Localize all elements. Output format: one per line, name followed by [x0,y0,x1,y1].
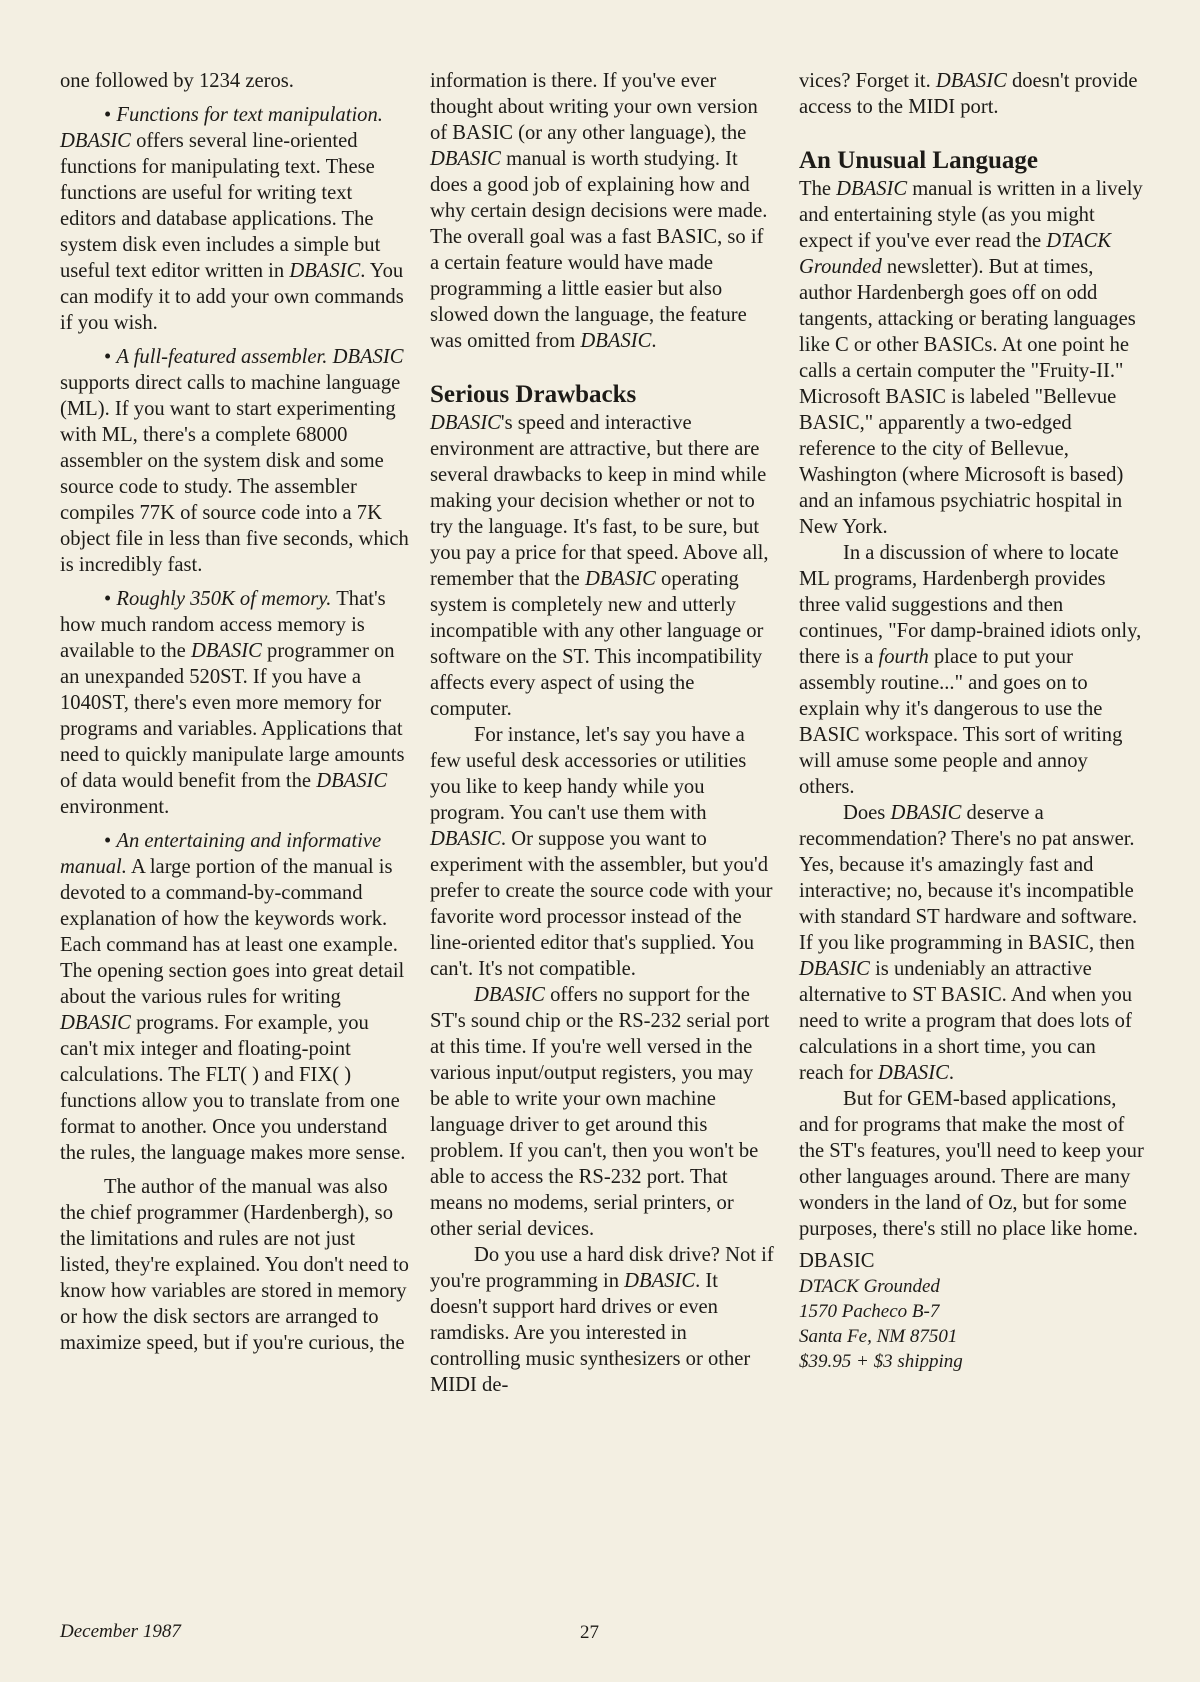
column-2 [430,68,775,1398]
company-address-line-2: Santa Fe, NM 87501 [799,1326,958,1347]
paragraph: For instance, let's say you have a few useful desk accessories or utilities you like to keep handy while you program. You can't use them with DBASIC. Or suppose you want to experiment with the assembler, but you'd prefer to create the source code with your favorite word processor instead of the line-oriented editor that's supplied. You can't. It's not compatible. [430,724,773,980]
italic-text: fourth [878,646,929,668]
italic-text: DBASIC [190,640,262,662]
paragraph: DBASIC offers no support for the ST's sound chip or the RS-232 serial port at this time. If you're well versed in the various input/output registers, you may be able to write your own machine language driver to get around this problem. If you can't, then you won't be able to access the RS-232 port. That means no modems, serial printers, or other serial devices. [430,984,770,1240]
italic-text: Roughly 350K of memory. [116,588,332,610]
column-1 [60,68,410,1356]
product-price: $39.95 + $3 shipping [799,1351,963,1372]
italic-text: DBASIC [60,1012,131,1034]
italic-text: DBASIC [430,412,501,434]
italic-text: DBASIC [289,260,361,282]
italic-text: DBASIC [580,330,652,352]
company-name: DTACK Grounded [799,1276,940,1297]
italic-text: DBASIC [799,958,870,980]
paragraph: vices? Forget it. DBASIC doesn't provide access to the MIDI port. [799,70,1138,118]
italic-text: DBASIC [836,178,908,200]
paragraph: Do you use a hard disk drive? Not if you're programming in DBASIC. It doesn't support hard drives or even ramdisks. Are you interested in controlling music synthesizers or other MIDI de- [430,1244,774,1396]
italic-text: DBASIC [316,770,388,792]
italic-text: DBASIC [584,568,656,590]
section-heading-unusual-language: An Unusual Language [799,147,1038,174]
paragraph: DBASIC's speed and interactive environment are attractive, but there are several drawbacks to keep in mind while making your decision whether or not to try the language. It's fast, to be sure, but you pay a price for that speed. Above all, remember that the DBASIC operating system is completely new and utterly incompatible with any other language or software on the ST. This incompatibility affects every aspect of using the computer. [430,412,769,720]
paragraph: But for GEM-based applications, and for programs that make the most of the ST's features, you'll need to keep your other languages around. There are many wonders in the land of Oz, but for some purposes, there's still no place like home. [799,1088,1144,1240]
italic-text: DBASIC [60,130,131,152]
bullet-paragraph-text-functions: • Functions for text manipulation. DBASIC offers several line-oriented functions for manipulating text. These functions are useful for writing text editors and database applications. The system disk even includes a simple but useful text editor written in DBASIC. You can modify it to add your own commands if you wish. [60,104,404,334]
italic-text: Functions for text manipulation. [116,104,383,126]
bullet-paragraph-memory: • Roughly 350K of memory. That's how much random access memory is available to the DBASIC programmer on an unexpanded 520ST. If you have a 1040ST, there's even more memory for programs and variables. Applications that need to quickly manipulate large amounts of data would benefit from the DBASIC environment. [60,588,405,818]
italic-text: DBASIC [430,828,501,850]
company-address-line-1: 1570 Pacheco B-7 [799,1301,940,1322]
paragraph: The author of the manual was also the chief programmer (Hardenbergh), so the limitations and rules are not just listed, they're explained. You don't need to know how variables are stored in memory or how the disk sectors are arranged to maximize speed, but if you're curious, the [60,1176,409,1354]
italic-text: DBASIC [624,1270,696,1292]
italic-text: DBASIC [935,70,1007,92]
italic-text: DTACK Grounded [799,230,1112,278]
italic-text: An entertaining and informative manual. [60,830,382,878]
paragraph: information is there. If you've ever thought about writing your own version of BASIC (or any other language), the DBASIC manual is worth studying. It does a good job of explaining how and why certain design decisions were made. The overall goal was a fast BASIC, so if a certain feature would have made programming a little easier but also slowed down the language, the feature was omitted from DBASIC. [430,70,768,352]
section-heading-serious-drawbacks: Serious Drawbacks [430,381,637,408]
bullet-paragraph-manual: • An entertaining and informative manual. A large portion of the manual is devoted to a command-by-command explanation of how the keywords work. Each command has at least one example. The opening section goes into great detail about the various rules for writing DBASIC programs. For example, you can't mix integer and floating-point calculations. The FLT( ) and FIX( ) functions allow you to translate from one format to another. Once you understand the rules, the language makes more sense. [60,830,406,1164]
product-name: DBASIC [799,1250,875,1272]
paragraph: one followed by 1234 zeros. [60,70,294,92]
italic-text: DBASIC [474,984,545,1006]
product-info-box [799,1248,1144,1374]
italic-text: DBASIC [890,802,962,824]
paragraph: The DBASIC manual is written in a lively and entertaining style (as you might expect if you've ever read the DTACK Grounded newsletter). But at times, author Hardenbergh goes off on odd tangents, attacking or berating languages like C or other BASICs. At one point he calls a certain computer the "Fruity-II." Microsoft BASIC is labeled "Bellevue BASIC," apparently a two-edged reference to the city of Bellevue, Washington (where Microsoft is based) and an infamous psychiatric hospital in New York. [799,178,1143,538]
italic-text: A full-featured assembler. [116,346,328,368]
italic-text: DBASIC [877,1062,949,1084]
page-number: 27 [580,1622,599,1643]
italic-text: DBASIC [430,148,501,170]
paragraph: In a discussion of where to locate ML programs, Hardenbergh provides three valid suggestions and then continues, "For damp-brained idiots only, there is a fourth place to put your assembly routine..." and goes on to explain why it's dangerous to use the BASIC workspace. This sort of writing will amuse some people and annoy others. [799,542,1142,798]
column-3 [799,68,1144,1374]
italic-text: DBASIC [332,346,404,368]
paragraph: Does DBASIC deserve a recommendation? There's no pat answer. Yes, because it's amazingly fast and interactive; no, because it's incompatible with standard ST hardware and software. If you like programming in BASIC, then DBASIC is undeniably an attractive alternative to ST BASIC. And when you need to write a program that does lots of calculations in a short time, you can reach for DBASIC. [799,802,1138,1084]
issue-date: December 1987 [60,1621,181,1642]
bullet-paragraph-assembler: • A full-featured assembler. DBASIC supports direct calls to machine language (ML). If you want to start experimenting with ML, there's a complete 68000 assembler on the system disk and some source code to study. The assembler compiles 77K of source code into a 7K object file in less than five seconds, which is incredibly fast. [60,346,409,576]
